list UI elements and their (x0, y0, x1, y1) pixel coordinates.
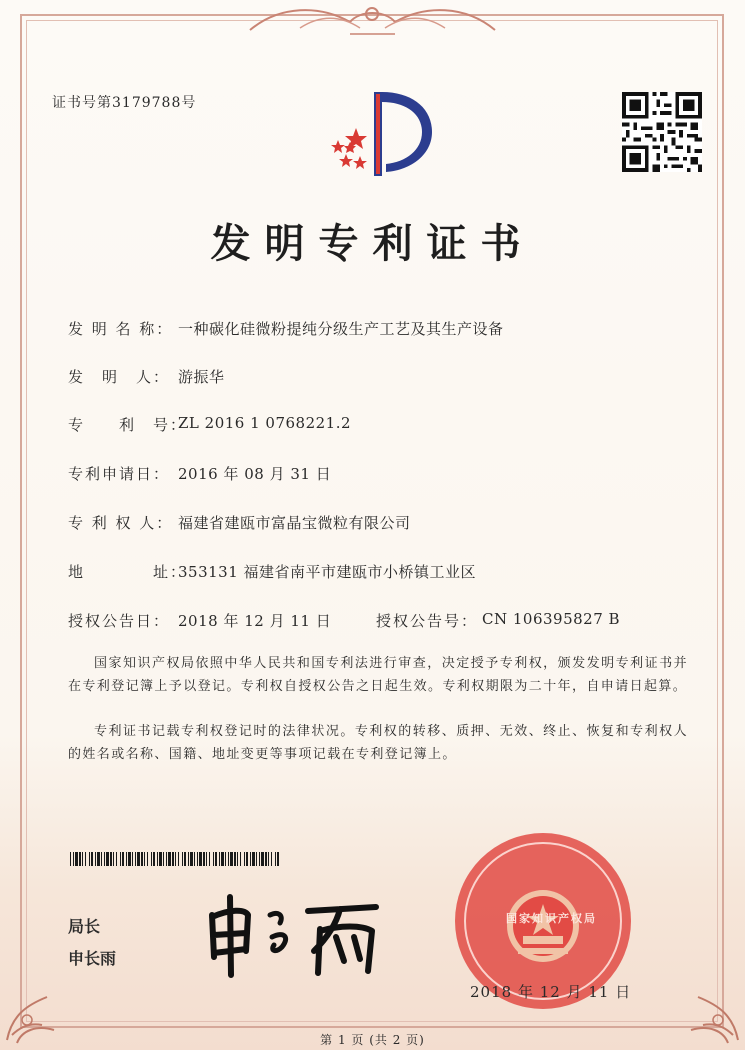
filing-date-label: 专利申请日： (68, 465, 171, 483)
paragraph-2: 专利证书记载专利权登记时的法律状况。专利权的转移、质押、无效、终止、恢复和专利权人的姓名或名称、国籍、地址变更等事项记载在专利登记簿上。 (68, 724, 688, 762)
top-ornament (240, 0, 505, 40)
director-name: 申长雨 (68, 949, 117, 968)
grant-date-label: 授权公告日： (68, 612, 171, 630)
barcode (70, 852, 280, 866)
seal-date: 2018 年 12 月 11 日 (470, 983, 632, 1001)
page-footer: 第 1 页 (共 2 页) (320, 1033, 425, 1047)
grant-date: 2018 年 12 月 11 日 (178, 612, 332, 630)
invention-name-label: 发 明 名 称： (68, 320, 174, 338)
inventor-label: 发 明 人： (68, 368, 171, 386)
patent-number: ZL 2016 1 0768221.2 (178, 414, 352, 432)
director-signature (200, 885, 385, 980)
grant-number-label: 授权公告号： (376, 612, 479, 630)
certificate-title: 发明专利证书 (210, 220, 535, 267)
director-title: 局长 (68, 917, 101, 936)
patent-number-label: 专 利 号： (68, 416, 188, 434)
seal-text: 国家知识产权局 (506, 912, 597, 925)
address: 353131 福建省南平市建瓯市小桥镇工业区 (178, 563, 477, 581)
certificate-number: 证书号第3179788号 (52, 95, 197, 111)
grant-number: CN 106395827 B (482, 610, 621, 628)
address-label: 地 址： (68, 563, 188, 581)
patent-office-logo (316, 84, 444, 180)
paragraph-1: 国家知识产权局依照中华人民共和国专利法进行审查，决定授予专利权，颁发发明专利证书并在专利登记簿上予以登记。专利权自授权公告之日起生效。专利权期限为二十年，自申请日起算。 (68, 656, 688, 694)
inventor: 游振华 (178, 368, 225, 386)
patentee-label: 专 利 权 人： (68, 514, 174, 532)
filing-date: 2016 年 08 月 31 日 (178, 465, 332, 483)
qr-code (622, 92, 702, 172)
invention-name: 一种碳化硅微粉提纯分级生产工艺及其生产设备 (178, 320, 504, 338)
patentee: 福建省建瓯市富晶宝微粒有限公司 (178, 514, 411, 532)
